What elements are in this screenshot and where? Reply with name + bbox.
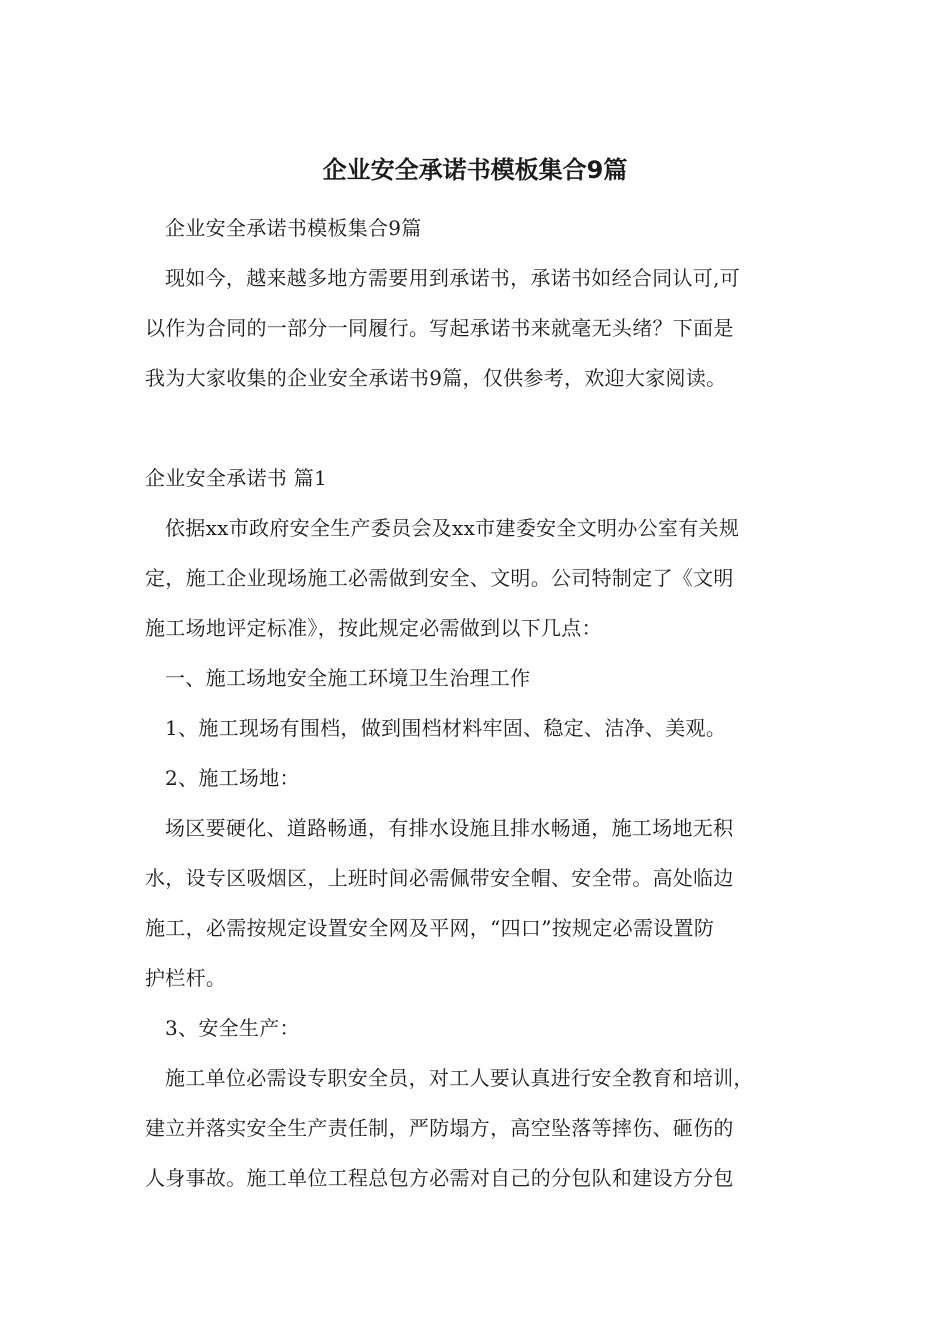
text-line: 3、安全生产：: [165, 1016, 300, 1040]
text-line: 1、施工现场有围档，做到围档材料牢固、稳定、洁净、美观。: [165, 716, 727, 740]
text-line: 现如今，越来越多地方需要用到承诺书，承诺书如经合同认可,可: [165, 266, 741, 290]
document-title: 企业安全承诺书模板集合9篇: [322, 156, 628, 184]
text-line: 施工单位必需设专职安全员，对工人要认真进行安全教育和培训，: [165, 1066, 754, 1090]
text-line: 人身事故。施工单位工程总包方必需对自己的分包队和建设方分包: [145, 1166, 734, 1190]
text-line: 企业安全承诺书模板集合9篇: [165, 216, 422, 240]
text-line: 场区要硬化、道路畅通，有排水设施且排水畅通，施工场地无积: [165, 816, 734, 840]
text-line: 我为大家收集的企业安全承诺书9篇，仅供参考，欢迎大家阅读。: [145, 366, 727, 390]
document-body: [145, 203, 825, 1203]
text-line: 企业安全承诺书 篇1: [145, 466, 328, 490]
text-line: 建立并落实安全生产责任制，严防塌方，高空坠落等摔伤、砸伤的: [145, 1116, 734, 1140]
text-line: 一、施工场地安全施工环境卫生治理工作: [165, 666, 531, 690]
text-line: 施工场地评定标准》，按此规定必需做到以下几点：: [145, 616, 602, 640]
text-line: 2、施工场地：: [165, 766, 300, 790]
text-line: 水，设专区吸烟区，上班时间必需佩带安全帽、安全带。高处临边: [145, 866, 734, 890]
text-line: 依据xx市政府安全生产委员会及xx市建委安全文明办公室有关规: [165, 516, 740, 540]
text-line: 以作为合同的一部分一同履行。写起承诺书来就毫无头绪？下面是: [145, 316, 734, 340]
blank-line: [145, 403, 825, 453]
text-line: 护栏杆。: [145, 966, 227, 990]
text-line: 定，施工企业现场施工必需做到安全、文明。公司特制定了《文明: [145, 566, 734, 590]
text-line: 施工，必需按规定设置安全网及平网，“四口”按规定必需设置防: [145, 916, 715, 940]
